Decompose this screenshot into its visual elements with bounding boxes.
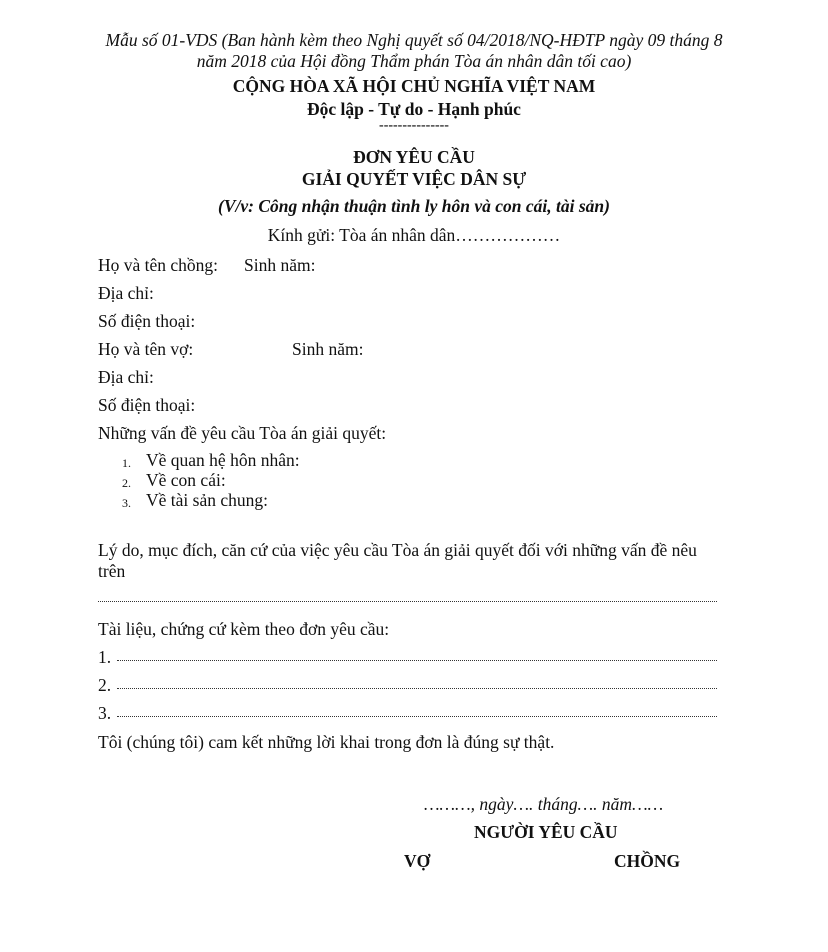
husband-address-label: Địa chỉ: [98, 283, 154, 303]
national-motto: Độc lập - Tự do - Hạnh phúc [307, 99, 521, 119]
document-subject: (V/v: Công nhận thuận tình ly hôn và con cái, tài sản) [218, 196, 610, 216]
form-note-line-1: Mẫu số 01-VDS (Ban hành kèm theo Nghị quyết số 04/2018/NQ-HĐTP ngày 09 tháng 8 [105, 30, 723, 50]
requester-title: NGƯỜI YÊU CẦU [474, 822, 618, 842]
issue-children: Về con cái: [146, 470, 226, 490]
husband-name-label: Họ và tên chồng: [98, 255, 219, 275]
issues-heading: Những vấn đề yêu cầu Tòa án giải quyết: [98, 423, 387, 443]
header-separator: --------------- [379, 118, 449, 133]
wife-signature-label: VỢ [404, 851, 431, 871]
document-title-line-1: ĐƠN YÊU CẦU [353, 147, 475, 167]
wife-address-label: Địa chỉ: [98, 367, 154, 387]
document-title-line-2: GIẢI QUYẾT VIỆC DÂN SỰ [301, 169, 527, 189]
issue-number: 2. [122, 476, 131, 490]
issue-marriage: Về quan hệ hôn nhân: [146, 450, 300, 470]
form-note-line-2: năm 2018 của Hội đồng Thẩm phán Tòa án nhân dân tối cao) [196, 51, 632, 71]
reason-text-line-2: trên [98, 561, 126, 581]
country-name: CỘNG HÒA XÃ HỘI CHỦ NGHĨA VIỆT NAM [232, 76, 596, 96]
document-item-number: 3. [98, 703, 112, 723]
issue-number: 1. [122, 456, 131, 470]
issue-number: 3. [122, 496, 131, 510]
recipient-line: Kính gửi: Tòa án nhân dân……………… [267, 225, 561, 245]
reason-fill-line [98, 601, 717, 602]
document-item-number: 1. [98, 647, 112, 667]
wife-phone-label: Số điện thoại: [98, 395, 196, 415]
document-item-number: 2. [98, 675, 112, 695]
document-item-fill-line [117, 716, 717, 717]
wife-birth-label: Sinh năm: [292, 339, 364, 359]
commitment-statement: Tôi (chúng tôi) cam kết những lời khai trong đơn là đúng sự thật. [98, 732, 555, 752]
husband-phone-label: Số điện thoại: [98, 311, 196, 331]
husband-signature-label: CHỒNG [614, 851, 681, 871]
document-item-fill-line [117, 688, 717, 689]
husband-birth-label: Sinh năm: [244, 255, 316, 275]
document-item-fill-line [117, 660, 717, 661]
documents-heading: Tài liệu, chứng cứ kèm theo đơn yêu cầu: [98, 619, 390, 639]
reason-text-line-1: Lý do, mục đích, căn cứ của việc yêu cầu Tòa án giải quyết đối với những vấn đề nêu [98, 540, 697, 560]
signature-date: ………, ngày…. tháng…. năm…… [424, 794, 664, 814]
issue-property: Về tài sản chung: [146, 490, 268, 510]
wife-name-label: Họ và tên vợ: [98, 339, 194, 359]
